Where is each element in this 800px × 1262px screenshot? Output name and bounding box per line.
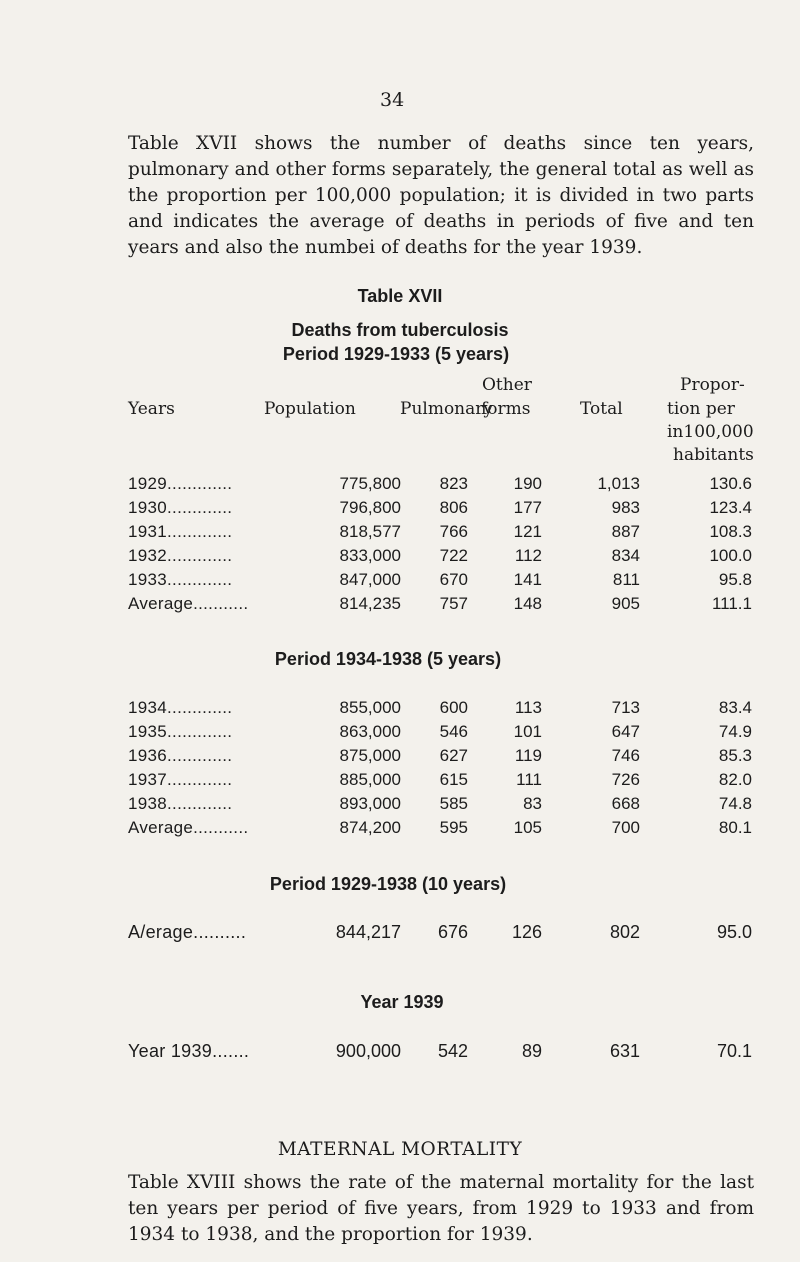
header-proportion-line1: Propor- xyxy=(680,375,745,395)
header-years: Years xyxy=(128,399,175,419)
table-row: 1932............. 833,000 722 112 834 100.0 xyxy=(128,546,752,565)
table-row: 1936............. 875,000 627 119 746 85.3 xyxy=(128,746,752,765)
header-other-line2: forms xyxy=(481,399,531,419)
table-row-average: A/erage.......... 844,217 676 126 802 95.0 xyxy=(128,922,752,942)
header-total: Total xyxy=(580,399,623,419)
table-row: 1929............. 775,800 823 190 1,013 130.6 xyxy=(128,474,752,493)
year-1939-title: Year 1939 xyxy=(360,992,444,1012)
table-row: 1931............. 818,577 766 121 887 108.3 xyxy=(128,522,752,541)
header-proportion-line2: tion per xyxy=(667,399,735,419)
table-row-average: Average........... 874,200 595 105 700 80.1 xyxy=(128,818,752,837)
period-3-title: Period 1929-1938 (10 years) xyxy=(269,874,507,894)
closing-paragraph: Table XVIII shows the rate of the maternal mortality for the last ten years per period of five years, from 1929 to 1933 and from 1934 to 1938, and the proportion for 1939. xyxy=(128,1172,754,1245)
table-subtitle: Deaths from tuberculosis xyxy=(291,320,509,340)
header-pulmonary: Pulmonary xyxy=(400,399,493,419)
header-population: Population xyxy=(264,399,356,419)
table-row: 1938............. 893,000 585 83 668 74.8 xyxy=(128,794,752,813)
header-other-line1: Other xyxy=(482,375,532,395)
table-title: Table XVII xyxy=(357,286,443,306)
table-row-average: Average........... 814,235 757 148 905 111.1 xyxy=(128,594,752,613)
table-row: Year 1939....... 900,000 542 89 631 70.1 xyxy=(128,1041,752,1061)
section-heading: MATERNAL MORTALITY xyxy=(277,1139,523,1160)
table-row: 1933............. 847,000 670 141 811 95.8 xyxy=(128,570,752,589)
intro-paragraph: Table XVII shows the number of deaths since ten years, pulmonary and other forms separately, the general total as well as the proportion per 100,000 population; it is divided in two parts and indicates the average of deaths in periods of five and ten years and also the numbei of deaths for the year 1939. xyxy=(128,133,754,258)
table-row: 1935............. 863,000 546 101 647 74.9 xyxy=(128,722,752,741)
period-1-title: Period 1929-1933 (5 years) xyxy=(282,344,510,364)
header-proportion-line3: in100,000 xyxy=(667,422,754,442)
table-row: 1934............. 855,000 600 113 713 83.4 xyxy=(128,698,752,717)
header-proportion-line4: habitants xyxy=(673,445,754,465)
table-row: 1937............. 885,000 615 111 726 82.0 xyxy=(128,770,752,789)
table-row: 1930............. 796,800 806 177 983 123.4 xyxy=(128,498,752,517)
period-2-title: Period 1934-1938 (5 years) xyxy=(274,649,502,669)
page-number: 34 xyxy=(380,89,405,111)
